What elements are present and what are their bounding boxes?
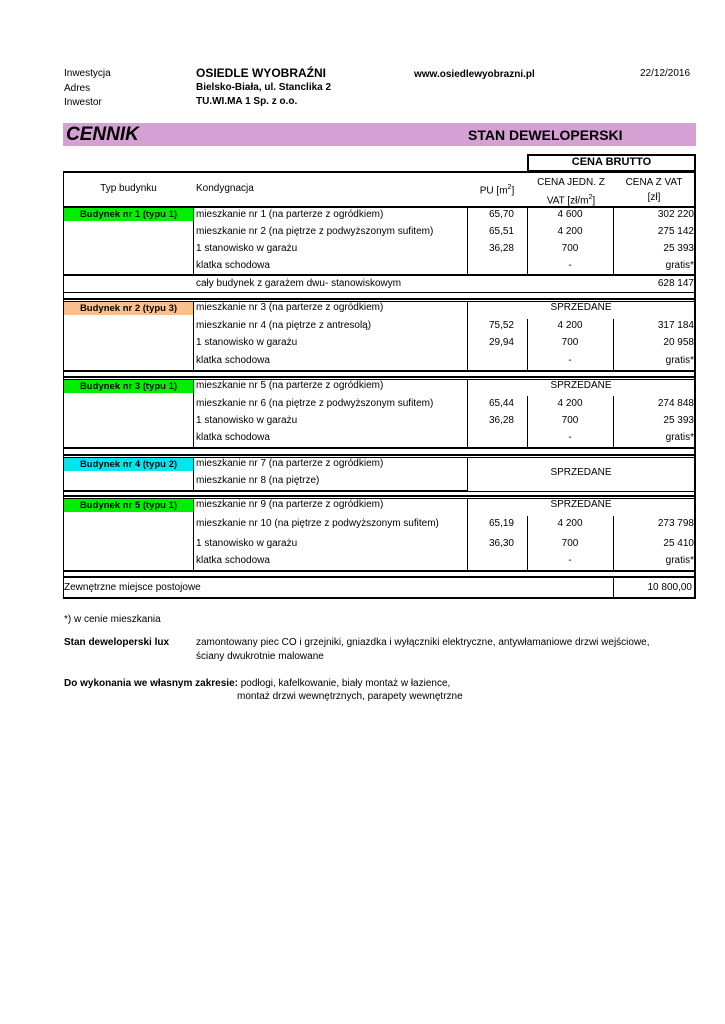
sold-label: SPRZEDANE (550, 380, 612, 391)
col-header-pu: PU $[m^2]$ (479, 184, 515, 197)
sold-label: SPRZEDANE (550, 302, 612, 313)
row-total-price: 25 393 (663, 243, 694, 254)
row-total-price: 302 220 (657, 209, 694, 220)
row-area: 65,51 (488, 226, 514, 237)
row-floor: 1 stanowisko w garażu (196, 337, 298, 348)
row-floor: mieszkanie nr 10 (na piętrze z podwyższonym sufitem) (196, 518, 439, 529)
col-header-total-price: CENA Z VAT [zł] (625, 177, 683, 203)
sold-label: SPRZEDANE (550, 466, 612, 478)
row-floor: 1 stanowisko w garażu (196, 538, 298, 549)
row-total-price: 317 184 (657, 320, 694, 331)
table-rule (193, 301, 194, 370)
investment-label: Inwestycja (64, 68, 111, 79)
row-floor: 1 stanowisko w garażu (196, 415, 298, 426)
investor-value: TU.WI.MA 1 Sp. z o.o. (196, 96, 298, 107)
table-rule (63, 298, 696, 300)
building-badge: Budynek nr 4 (typu 2) (64, 458, 193, 471)
parking-price: 10 800,00 (647, 582, 692, 593)
row-floor: 1 stanowisko w garażu (196, 243, 298, 254)
row-area: 65,44 (488, 398, 514, 409)
development-state: STAN DEWELOPERSKI (468, 127, 623, 143)
table-rule (63, 570, 696, 572)
row-unit-price: 4 600 (557, 209, 583, 220)
row-area: 29,94 (488, 337, 514, 348)
row-unit-price: 700 (561, 415, 579, 426)
row-floor: mieszkanie nr 1 (na parterze z ogródkiem) (196, 209, 384, 220)
lux-label: Stan deweloperski lux (64, 637, 170, 648)
row-total-price: 273 798 (657, 518, 694, 529)
own-scope-2: montaż drzwi wewnętrznych, parapety wewnętrzne (237, 691, 463, 702)
row-total-price: 274 848 (657, 398, 694, 409)
table-rule (193, 274, 696, 275)
table-rule (63, 495, 696, 497)
table-rule (63, 454, 696, 456)
table-rule (63, 292, 696, 293)
row-floor: mieszkanie nr 2 (na piętrze z podwyższonym sufitem) (196, 226, 434, 237)
page-title: CENNIK (66, 124, 139, 145)
row-total-price: 25 393 (663, 415, 694, 426)
document-date: 22/12/2016 (640, 68, 691, 79)
row-area: 65,70 (488, 209, 514, 220)
row-floor: mieszkanie nr 5 (na parterze z ogródkiem) (196, 380, 384, 391)
lux-description-1: zamontowany piec CO i grzejniki, gniazdka i wyłączniki elektryczne, antywłamaniowe drzwi wejściowe, (196, 637, 650, 648)
building-badge: Budynek nr 1 (typu 1) (64, 208, 193, 221)
table-rule (63, 370, 696, 372)
row-area: 65,19 (488, 518, 514, 529)
row-floor: klatka schodowa (196, 555, 270, 566)
row-floor: mieszkanie nr 4 (na piętrze z antresolą) (196, 320, 372, 331)
row-total-price: 275 142 (657, 226, 694, 237)
row-unit-price: 700 (561, 538, 579, 549)
building-badge: Budynek nr 5 (typu 1) (64, 499, 193, 512)
table-rule (63, 376, 696, 378)
table-rule (63, 576, 696, 578)
building-badge: Budynek nr 3 (typu 1) (64, 380, 193, 393)
lux-description-2: ściany dwukrotnie malowane (196, 651, 324, 662)
row-unit-price: - (568, 260, 572, 271)
row-total-price: gratis* (665, 355, 694, 366)
row-area: 36,30 (488, 538, 514, 549)
row-total-price: gratis* (665, 260, 694, 271)
col-header-unit-price: CENA JEDN. Z VAT $[zł/m^2]$ (537, 177, 605, 207)
table-rule (63, 597, 696, 599)
row-unit-price: 700 (561, 337, 579, 348)
row-unit-price: - (568, 355, 572, 366)
row-unit-price: 4 200 (557, 518, 583, 529)
row-floor: mieszkanie nr 8 (na piętrze) (196, 475, 320, 486)
table-rule (193, 498, 194, 570)
row-total-price: 20 958 (663, 337, 694, 348)
website-link[interactable]: www.osiedlewyobrazni.pl (414, 69, 535, 80)
row-floor: klatka schodowa (196, 432, 270, 443)
row-floor: cały budynek z garażem dwu- stanowiskowym (196, 278, 402, 289)
row-area: 75,52 (488, 320, 514, 331)
row-total-price: 628 147 (657, 278, 694, 289)
row-unit-price: 700 (561, 243, 579, 254)
sold-label: SPRZEDANE (550, 499, 612, 510)
row-floor: mieszkanie nr 6 (na piętrze z podwyższonym sufitem) (196, 398, 434, 409)
row-floor: klatka schodowa (196, 260, 270, 271)
address-value: Bielsko-Biała, ul. Stanclika 2 (196, 82, 332, 93)
row-total-price: gratis* (665, 555, 694, 566)
price-group-header: CENA BRUTTO (571, 156, 652, 168)
row-floor: mieszkanie nr 3 (na parterze z ogródkiem) (196, 302, 384, 313)
row-floor: klatka schodowa (196, 355, 270, 366)
table-rule (63, 447, 696, 449)
table-rule (193, 379, 194, 447)
col-header-type: Typ budynku (100, 183, 157, 194)
row-unit-price: - (568, 555, 572, 566)
own-scope: Do wykonania we własnym zakresie: podłogi, kafelkowanie, biały montaż w łazience, (64, 678, 451, 689)
address-label: Adres (64, 83, 91, 94)
building-badge: Budynek nr 2 (typu 3) (64, 302, 193, 315)
row-total-price: 25 410 (663, 538, 694, 549)
row-unit-price: 4 200 (557, 320, 583, 331)
investor-label: Inwestor (64, 97, 102, 108)
table-rule (193, 457, 194, 490)
row-unit-price: 4 200 (557, 226, 583, 237)
investment-name: OSIEDLE WYOBRAŹNI (196, 66, 327, 80)
row-floor: mieszkanie nr 7 (na parterze z ogródkiem) (196, 458, 384, 469)
table-rule (193, 207, 194, 274)
row-total-price: gratis* (665, 432, 694, 443)
footnote: *) w cenie mieszkania (64, 614, 161, 625)
col-header-floor: Kondygnacja (196, 183, 254, 194)
row-area: 36,28 (488, 415, 514, 426)
row-floor: mieszkanie nr 9 (na parterze z ogródkiem) (196, 499, 384, 510)
parking-label: Zewnętrzne miejsce postojowe (64, 582, 201, 593)
row-area: 36,28 (488, 243, 514, 254)
row-unit-price: 4 200 (557, 398, 583, 409)
row-unit-price: - (568, 432, 572, 443)
